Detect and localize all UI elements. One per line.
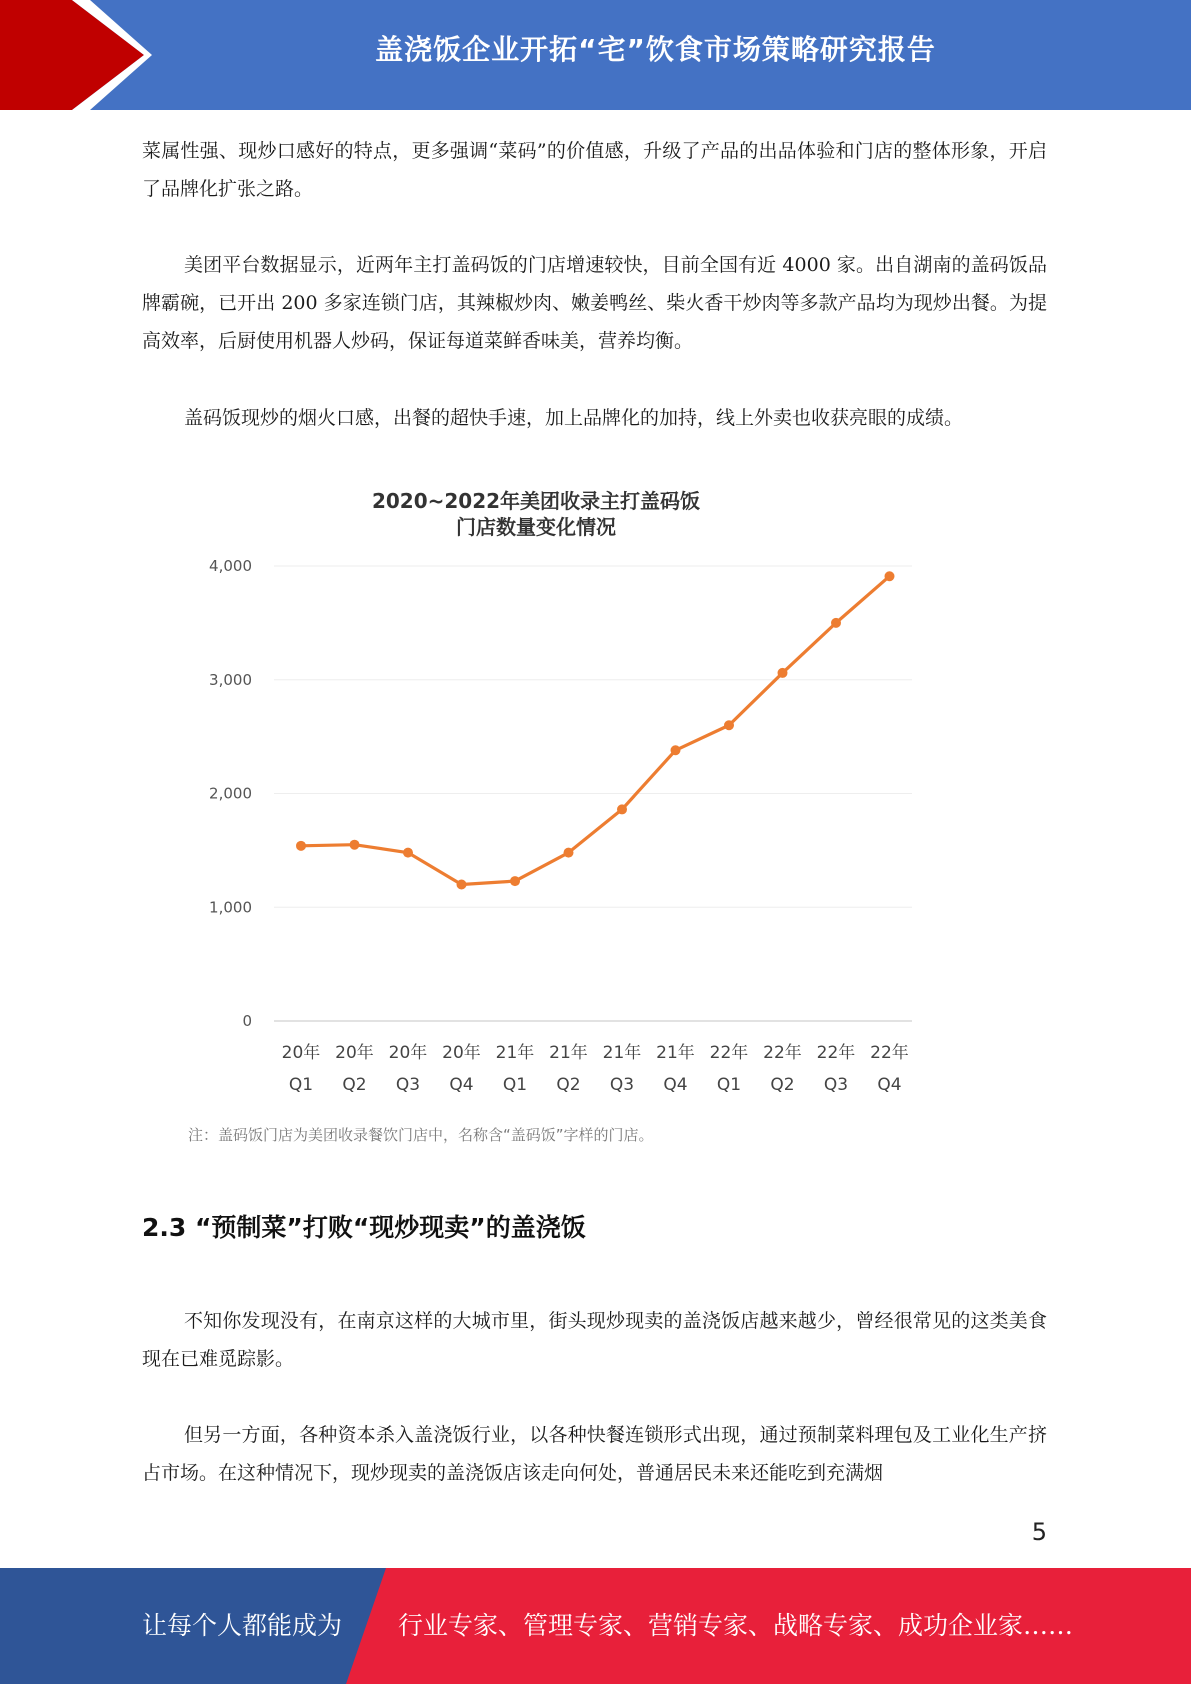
paragraph-text: 盖码饭现炒的烟火口感，出餐的超快手速，加上品牌化的加持，线上外卖也收获亮眼的成绩。 <box>184 407 964 429</box>
x-tick-label-quarter: Q1 <box>502 1075 528 1095</box>
x-tick-label-year: 22年 <box>763 1043 802 1063</box>
x-tick-label-year: 21年 <box>602 1043 642 1063</box>
data-point <box>350 840 360 850</box>
chart-series <box>296 571 895 889</box>
footer-slogan-left: 让每个人都能成为 <box>142 1611 343 1640</box>
x-tick-label-year: 22年 <box>816 1043 856 1063</box>
data-point <box>617 804 627 814</box>
x-tick-label-year: 20年 <box>442 1043 481 1063</box>
data-point <box>778 668 788 678</box>
page-footer <box>0 1568 1191 1684</box>
section-heading: 2.3 “预制菜”打败“现炒现卖”的盖浇饭 <box>142 1213 586 1242</box>
x-tick-label-quarter: Q3 <box>395 1075 421 1095</box>
x-tick-label-quarter: Q4 <box>449 1075 474 1095</box>
data-point <box>457 880 467 890</box>
chart-gridlines <box>274 566 912 1021</box>
x-tick-label-quarter: Q2 <box>770 1075 795 1095</box>
data-point <box>510 876 520 886</box>
y-tick-label: 3,000 <box>209 670 252 689</box>
paragraph-text: 美团平台数据显示，近两年主打盖码饭的门店增速较快，目前全国有近 4000 家。出自湖南的盖码饭品牌霸碗，已开出 200 多家连锁门店，其辣椒炒肉、嫩姜鸭丝、柴火香干炒肉等多款产品均为现炒出餐。为提高效率，后厨使用机器人炒码，保证每道菜鲜香味美，营养均衡。 <box>142 254 1047 352</box>
footer-slogan-right: 行业专家、管理专家、营销专家、战略专家、成功企业家…… <box>398 1611 1074 1640</box>
data-point <box>724 720 734 730</box>
data-point <box>564 848 574 858</box>
x-tick-label-year: 21年 <box>656 1043 695 1063</box>
data-point <box>671 745 681 755</box>
x-tick-label-quarter: Q4 <box>877 1075 902 1095</box>
x-tick-label-year: 22年 <box>709 1043 749 1063</box>
paragraph-text: 菜属性强、现炒口感好的特点，更多强调“菜码”的价值感，升级了产品的出品体验和门店的整体形象，开启了品牌化扩张之路。 <box>142 140 1047 200</box>
data-point <box>831 618 841 628</box>
data-point <box>403 848 413 858</box>
x-tick-label-year: 21年 <box>549 1043 588 1063</box>
chart-title-line-1: 2020~2022年美团收录主打盖码饭 <box>371 489 701 513</box>
x-tick-label-year: 22年 <box>870 1043 909 1063</box>
y-tick-label: 0 <box>242 1012 252 1030</box>
page-number: 5 <box>1031 1518 1047 1546</box>
x-tick-label-year: 20年 <box>388 1043 428 1063</box>
paragraph-text: 但另一方面，各种资本杀入盖浇饭行业，以各种快餐连锁形式出现，通过预制菜料理包及工业化生产挤占市场。在这种情况下，现炒现卖的盖浇饭店该走向何处，普通居民未来还能吃到充满烟 <box>142 1424 1047 1484</box>
section-paragraph-1 <box>142 1302 1047 1378</box>
x-tick-label-year: 20年 <box>335 1043 374 1063</box>
chart-title-line-2: 门店数量变化情况 <box>456 515 616 539</box>
section-paragraph-2 <box>142 1416 1047 1492</box>
data-point <box>885 571 895 581</box>
x-tick-label-quarter: Q2 <box>556 1075 581 1095</box>
report-title: 盖浇饭企业开拓“宅”饮食市场策略研究报告 <box>375 33 936 66</box>
paragraph-text: 不知你发现没有，在南京这样的大城市里，街头现炒现卖的盖浇饭店越来越少，曾经很常见的这类美食现在已难觅踪影。 <box>142 1310 1047 1370</box>
chart-footnote: 注：盖码饭门店为美团收录餐饮门店中，名称含“盖码饭”字样的门店。 <box>188 1126 654 1144</box>
data-point <box>296 841 306 851</box>
y-tick-label: 1,000 <box>209 898 252 917</box>
y-tick-label: 4,000 <box>209 557 252 575</box>
x-tick-label-year: 21年 <box>495 1043 535 1063</box>
x-tick-label-year: 20年 <box>281 1043 321 1063</box>
x-tick-label-quarter: Q4 <box>663 1075 688 1095</box>
chart-y-axis <box>209 557 252 1030</box>
x-tick-label-quarter: Q3 <box>823 1075 849 1095</box>
x-tick-label-quarter: Q3 <box>609 1075 635 1095</box>
x-tick-label-quarter: Q2 <box>342 1075 367 1095</box>
x-tick-label-quarter: Q1 <box>716 1075 742 1095</box>
chart-x-axis <box>282 1042 909 1095</box>
x-tick-label-quarter: Q1 <box>288 1075 314 1095</box>
y-tick-label: 2,000 <box>209 784 252 803</box>
series-line <box>301 576 890 884</box>
